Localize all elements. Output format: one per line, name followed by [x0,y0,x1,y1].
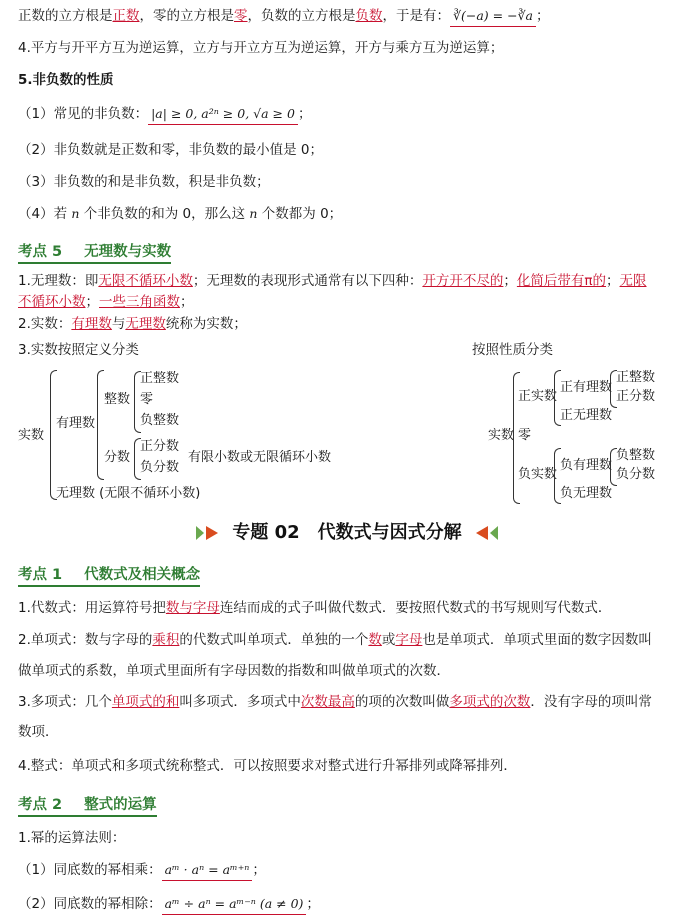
tree1-irrational: 无理数 (无限不循环小数) [56,486,201,501]
nonnegative-item-4: （4）若 n 个非负数的和为 0，那么这 n 个数都为 0； [18,206,343,222]
algebraic-expression-definition: 1.代数式：用运算符号把数与字母连结而成的式子叫做代数式．要按照代数式的书写规则写代数式． [18,600,612,616]
tree1-negative-fraction: 负分数 [140,460,180,475]
triangle-right-icon-green [196,526,204,540]
real-number-definition: 2.实数：有理数与无理数统称为实数； [18,316,247,332]
polynomial-definition: 3.多项式：几个单项式的和叫多项式．多项式中次数最高的项的次数叫做多项式的次数．没有字母的项叫常 [18,694,652,710]
triangle-right-icon [206,526,218,540]
power-rules-heading: 1.幂的运算法则： [18,830,126,846]
tree2-positive-real: 正实数 [518,389,558,404]
triangle-left-icon [476,526,488,540]
monomial-definition-cont: 做单项式的系数，单项式里面所有字母因数的指数和叫做单项式的次数． [18,663,450,679]
tree2-negative-fraction: 负分数 [616,467,656,482]
monomial-definition: 2.单项式：数与字母的乘积的代数式叫单项式．单独的一个数或字母也是单项式．单项式里面的数字因数叫 [18,632,652,648]
power-multiply-formula: aᵐ · aⁿ = aᵐ⁺ⁿ [162,860,253,881]
power-rule-divide: （2）同底数的幂相除： aᵐ ÷ aⁿ = aᵐ⁻ⁿ (a ≠ 0) ； [18,894,320,915]
nonnegative-item-2: （2）非负数就是正数和零，非负数的最小值是 0； [18,142,323,158]
nonnegative-item-1: （1）常见的非负数： |a| ≥ 0, a²ⁿ ≥ 0, √a ≥ 0 ； [18,104,311,125]
power-rule-multiply: （1）同底数的幂相乘： aᵐ · aⁿ = aᵐ⁺ⁿ ； [18,860,266,881]
cube-root-sign-rule: 正数的立方根是正数，零的立方根是零，负数的立方根是负数，于是有： ∛(−a) = −∛a ； [18,6,549,27]
tree2-negative-real: 负实数 [518,467,558,482]
tree2-positive-fraction: 正分数 [616,389,656,404]
tree2-root: 实数 [488,428,515,443]
tree2-positive-irrational: 正无理数 [560,408,613,423]
topic-banner [0,518,694,544]
tree1-positive-fraction: 正分数 [140,439,180,454]
tree2-negative-integer: 负整数 [616,448,656,463]
tree2-negative-irrational: 负无理数 [560,486,613,501]
nonnegative-heading: 5.非负数的性质 [18,72,114,88]
nonnegative-formula: |a| ≥ 0, a²ⁿ ≥ 0, √a ≥ 0 [148,104,298,125]
inverse-operations-text: 4.平方与开平方互为逆运算，立方与开立方互为逆运算，开方与乘方互为逆运算； [18,40,504,56]
nonnegative-item-3: （3）非负数的和是非负数，积是非负数； [18,174,270,190]
tree1-integer: 整数 [104,392,131,407]
classification-by-definition-label: 3.实数按照定义分类 [18,342,139,358]
tree1-root-brace [50,370,57,500]
tree1-root: 实数 [18,428,45,443]
tree1-rational: 有理数 [56,416,96,431]
tree1-positive-integer: 正整数 [140,371,180,386]
tree1-zero: 零 [140,392,154,407]
triangle-left-icon-green [490,526,498,540]
tree1-negative-integer: 负整数 [140,413,180,428]
power-divide-formula: aᵐ ÷ aⁿ = aᵐ⁻ⁿ (a ≠ 0) [162,894,307,915]
tree2-positive-rational: 正有理数 [560,380,613,395]
irrational-definition-cont: 不循环小数；一些三角函数； [18,294,194,310]
classification-by-property-label: 按照性质分类 [472,342,553,358]
section-heading-kaodian-5: 考点 5 无理数与实数 [18,240,171,264]
irrational-definition: 1.无理数：即无限不循环小数；无理数的表现形式通常有以下四种：开方开不尽的；化简后带有π的；无限 [18,273,647,289]
tree1-rational-brace [97,370,104,480]
tree2-positive-integer: 正整数 [616,370,656,385]
polynomial-definition-cont: 数项． [18,724,59,740]
tree2-zero: 零 [518,428,532,443]
integral-expression-definition: 4.整式：单项式和多项式统称整式．可以按照要求对整式进行升幂排列或降幂排列． [18,758,517,774]
cube-root-formula: ∛(−a) = −∛a [450,6,536,27]
tree1-fraction-note: 有限小数或无限循环小数 [188,450,332,465]
section-heading-kaodian-1: 考点 1 代数式及相关概念 [18,563,200,587]
topic-title: 专题 02 代数式与因式分解 [232,522,462,543]
tree1-fraction: 分数 [104,450,131,465]
tree2-negative-rational: 负有理数 [560,458,613,473]
section-heading-kaodian-2: 考点 2 整式的运算 [18,793,157,817]
